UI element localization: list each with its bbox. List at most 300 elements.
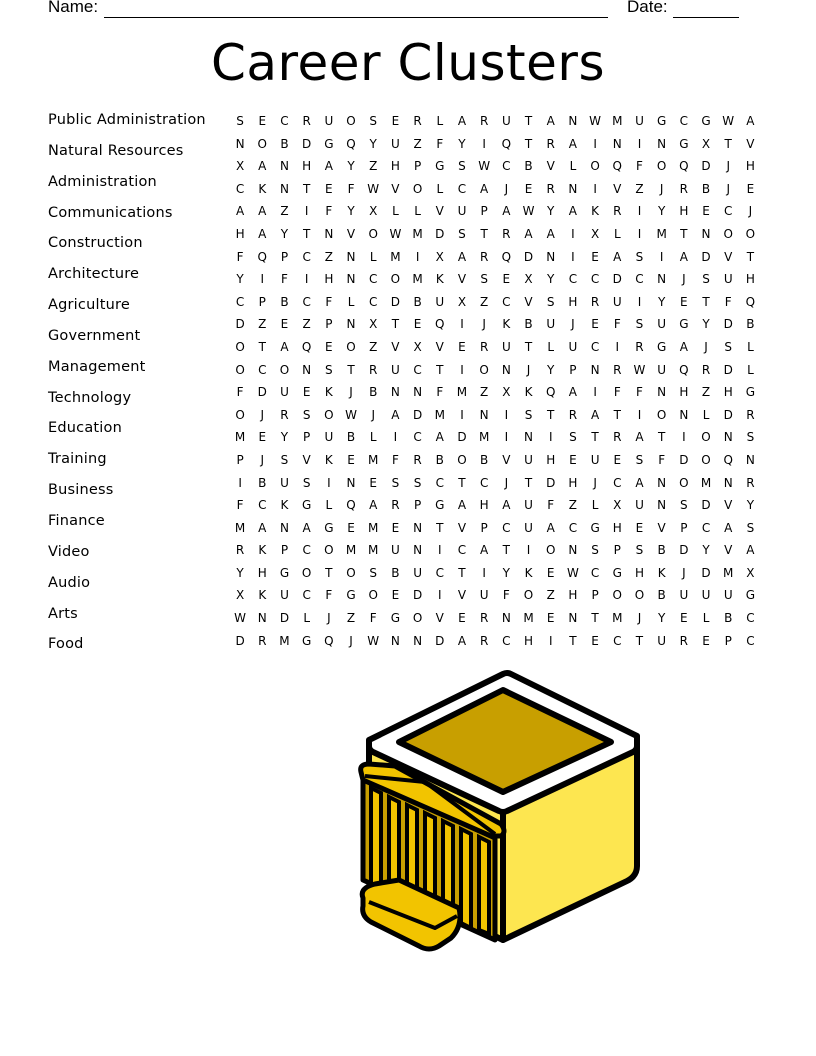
grid-letter[interactable]: B bbox=[280, 136, 289, 151]
grid-letter[interactable]: N bbox=[568, 181, 578, 196]
grid-letter[interactable]: N bbox=[657, 272, 667, 287]
grid-letter[interactable]: T bbox=[524, 339, 533, 354]
grid-letter[interactable]: J bbox=[593, 475, 597, 490]
grid-letter[interactable]: F bbox=[547, 498, 555, 513]
grid-letter[interactable]: V bbox=[613, 181, 622, 196]
grid-letter[interactable]: Z bbox=[480, 294, 489, 309]
grid-letter[interactable]: V bbox=[502, 452, 511, 467]
grid-letter[interactable]: I bbox=[304, 204, 309, 219]
grid-letter[interactable]: V bbox=[524, 294, 533, 309]
grid-letter[interactable]: B bbox=[524, 317, 533, 332]
grid-letter[interactable]: X bbox=[613, 498, 622, 513]
grid-letter[interactable]: N bbox=[590, 362, 600, 377]
grid-letter[interactable]: E bbox=[325, 181, 333, 196]
grid-letter[interactable]: D bbox=[412, 588, 423, 603]
grid-letter[interactable]: S bbox=[635, 452, 644, 467]
grid-letter[interactable]: U bbox=[391, 136, 400, 151]
grid-letter[interactable]: X bbox=[413, 339, 422, 354]
grid-letter[interactable]: U bbox=[391, 362, 400, 377]
grid-letter[interactable]: T bbox=[591, 611, 599, 626]
grid-letter[interactable]: Y bbox=[502, 565, 511, 580]
grid-letter[interactable]: N bbox=[501, 611, 511, 626]
grid-letter[interactable]: U bbox=[324, 114, 334, 128]
grid-letter[interactable]: M bbox=[456, 385, 468, 400]
grid-letter[interactable]: A bbox=[480, 181, 489, 196]
grid-letter[interactable]: F bbox=[347, 181, 355, 196]
grid-letter[interactable]: I bbox=[504, 430, 509, 445]
grid-letter[interactable]: Q bbox=[346, 498, 356, 513]
grid-letter[interactable]: I bbox=[593, 385, 597, 400]
grid-letter[interactable]: K bbox=[258, 588, 267, 603]
grid-letter[interactable]: C bbox=[258, 498, 267, 513]
grid-letter[interactable]: R bbox=[546, 136, 555, 151]
grid-letter[interactable]: F bbox=[325, 294, 333, 309]
grid-letter[interactable]: D bbox=[390, 294, 401, 309]
grid-letter[interactable]: B bbox=[724, 611, 733, 626]
grid-letter[interactable]: Q bbox=[301, 339, 312, 354]
grid-letter[interactable]: U bbox=[635, 498, 644, 513]
grid-letter[interactable]: C bbox=[302, 294, 311, 309]
grid-letter[interactable]: E bbox=[635, 520, 644, 535]
grid-letter[interactable]: P bbox=[325, 317, 333, 332]
grid-letter[interactable]: Y bbox=[746, 498, 755, 513]
grid-letter[interactable]: O bbox=[723, 226, 733, 241]
grid-letter[interactable]: A bbox=[457, 498, 467, 513]
grid-letter[interactable]: P bbox=[591, 588, 599, 603]
grid-letter[interactable]: A bbox=[324, 159, 333, 174]
grid-letter[interactable]: Z bbox=[480, 385, 489, 400]
grid-letter[interactable]: E bbox=[591, 317, 599, 332]
grid-letter[interactable]: A bbox=[546, 520, 555, 535]
grid-letter[interactable]: C bbox=[413, 362, 422, 377]
grid-letter[interactable]: O bbox=[301, 565, 312, 580]
grid-letter[interactable]: B bbox=[657, 543, 666, 558]
grid-letter[interactable]: D bbox=[612, 272, 622, 287]
grid-letter[interactable]: R bbox=[679, 633, 689, 648]
grid-letter[interactable]: S bbox=[280, 452, 289, 467]
grid-letter[interactable]: Z bbox=[369, 159, 378, 174]
grid-letter[interactable]: Q bbox=[679, 159, 689, 174]
grid-letter[interactable]: O bbox=[235, 339, 245, 354]
grid-letter[interactable]: U bbox=[280, 475, 289, 490]
grid-letter[interactable]: D bbox=[723, 317, 733, 332]
grid-letter[interactable]: H bbox=[302, 159, 312, 174]
grid-letter[interactable]: A bbox=[258, 520, 267, 535]
grid-letter[interactable]: L bbox=[702, 611, 710, 626]
grid-letter[interactable]: U bbox=[679, 588, 689, 603]
grid-letter[interactable]: U bbox=[568, 339, 578, 354]
grid-letter[interactable]: P bbox=[258, 294, 266, 309]
grid-letter[interactable]: L bbox=[702, 407, 710, 422]
grid-letter[interactable]: P bbox=[303, 430, 311, 445]
grid-letter[interactable]: R bbox=[413, 114, 422, 128]
grid-letter[interactable]: E bbox=[391, 520, 400, 535]
grid-letter[interactable]: U bbox=[701, 588, 711, 603]
grid-letter[interactable]: Y bbox=[547, 272, 555, 287]
grid-letter[interactable]: N bbox=[657, 498, 667, 513]
grid-letter[interactable]: D bbox=[701, 249, 711, 264]
grid-letter[interactable]: D bbox=[257, 385, 267, 400]
grid-letter[interactable]: U bbox=[723, 588, 733, 603]
grid-letter[interactable]: C bbox=[502, 633, 511, 648]
grid-letter[interactable]: T bbox=[258, 339, 266, 354]
grid-letter[interactable]: H bbox=[546, 452, 556, 467]
grid-letter[interactable]: Y bbox=[702, 543, 710, 558]
grid-letter[interactable]: O bbox=[612, 588, 622, 603]
grid-letter[interactable]: T bbox=[635, 633, 644, 648]
grid-letter[interactable]: R bbox=[590, 294, 600, 309]
grid-letter[interactable]: R bbox=[746, 407, 755, 422]
grid-letter[interactable]: S bbox=[391, 475, 400, 490]
grid-letter[interactable]: V bbox=[435, 611, 444, 626]
grid-letter[interactable]: M bbox=[390, 249, 401, 264]
grid-letter[interactable]: F bbox=[636, 385, 643, 400]
grid-letter[interactable]: F bbox=[502, 588, 510, 603]
grid-letter[interactable]: S bbox=[524, 407, 533, 422]
grid-letter[interactable]: N bbox=[346, 272, 356, 287]
grid-letter[interactable]: E bbox=[524, 181, 533, 196]
grid-letter[interactable]: L bbox=[414, 204, 421, 219]
grid-letter[interactable]: A bbox=[258, 159, 267, 174]
grid-letter[interactable]: U bbox=[635, 114, 644, 128]
grid-letter[interactable]: F bbox=[658, 452, 666, 467]
grid-letter[interactable]: D bbox=[279, 611, 290, 626]
grid-letter[interactable]: D bbox=[546, 475, 556, 490]
grid-letter[interactable]: C bbox=[457, 543, 467, 558]
grid-letter[interactable]: V bbox=[391, 181, 400, 196]
grid-letter[interactable]: B bbox=[258, 475, 267, 490]
grid-letter[interactable]: M bbox=[656, 226, 667, 241]
grid-letter[interactable]: N bbox=[568, 611, 578, 626]
grid-letter[interactable]: L bbox=[747, 362, 754, 377]
grid-letter[interactable]: B bbox=[391, 565, 400, 580]
grid-letter[interactable]: G bbox=[435, 498, 445, 513]
grid-letter[interactable]: F bbox=[236, 249, 244, 264]
grid-letter[interactable]: S bbox=[680, 498, 688, 513]
grid-letter[interactable]: A bbox=[369, 498, 378, 513]
grid-letter[interactable]: F bbox=[369, 611, 377, 626]
name-input-line[interactable] bbox=[104, 17, 608, 18]
grid-letter[interactable]: L bbox=[436, 114, 444, 128]
grid-letter[interactable]: C bbox=[502, 159, 511, 174]
grid-letter[interactable]: C bbox=[369, 294, 378, 309]
grid-letter[interactable]: E bbox=[502, 272, 511, 287]
grid-letter[interactable]: X bbox=[369, 204, 378, 219]
grid-letter[interactable]: S bbox=[302, 475, 311, 490]
grid-letter[interactable]: W bbox=[566, 565, 579, 580]
grid-letter[interactable]: Z bbox=[546, 588, 555, 603]
grid-letter[interactable]: U bbox=[612, 294, 622, 309]
grid-letter[interactable]: C bbox=[568, 520, 578, 535]
grid-letter[interactable]: M bbox=[723, 565, 734, 580]
grid-letter[interactable]: E bbox=[347, 520, 355, 535]
grid-letter[interactable]: I bbox=[482, 136, 486, 151]
grid-letter[interactable]: O bbox=[523, 588, 534, 603]
grid-letter[interactable]: T bbox=[702, 294, 710, 309]
grid-letter[interactable]: N bbox=[279, 159, 289, 174]
grid-letter[interactable]: C bbox=[590, 272, 600, 287]
grid-letter[interactable]: T bbox=[436, 520, 444, 535]
grid-letter[interactable]: Q bbox=[545, 385, 556, 400]
grid-letter[interactable]: C bbox=[590, 565, 600, 580]
grid-letter[interactable]: H bbox=[679, 204, 689, 219]
grid-letter[interactable]: L bbox=[369, 430, 377, 445]
grid-letter[interactable]: N bbox=[479, 407, 489, 422]
grid-letter[interactable]: M bbox=[234, 430, 246, 445]
grid-letter[interactable]: O bbox=[279, 362, 290, 377]
grid-letter[interactable]: D bbox=[235, 317, 245, 332]
grid-letter[interactable]: X bbox=[502, 385, 511, 400]
grid-letter[interactable]: R bbox=[302, 114, 311, 128]
grid-letter[interactable]: E bbox=[569, 452, 577, 467]
grid-letter[interactable]: E bbox=[391, 588, 400, 603]
grid-letter[interactable]: U bbox=[280, 588, 289, 603]
grid-letter[interactable]: U bbox=[590, 452, 600, 467]
grid-letter[interactable]: S bbox=[236, 114, 244, 128]
grid-letter[interactable]: C bbox=[502, 520, 511, 535]
grid-letter[interactable]: N bbox=[413, 385, 423, 400]
grid-letter[interactable]: D bbox=[457, 430, 467, 445]
grid-letter[interactable]: V bbox=[457, 588, 467, 603]
grid-letter[interactable]: P bbox=[480, 204, 488, 219]
grid-letter[interactable]: B bbox=[280, 294, 289, 309]
grid-letter[interactable]: J bbox=[659, 181, 664, 196]
grid-letter[interactable]: T bbox=[680, 226, 688, 241]
grid-letter[interactable]: E bbox=[458, 339, 466, 354]
grid-letter[interactable]: T bbox=[347, 362, 355, 377]
grid-letter[interactable]: R bbox=[391, 498, 400, 513]
grid-letter[interactable]: K bbox=[324, 452, 333, 467]
grid-letter[interactable]: I bbox=[637, 226, 642, 241]
grid-letter[interactable]: G bbox=[324, 136, 334, 151]
grid-letter[interactable]: X bbox=[524, 272, 533, 287]
grid-letter[interactable]: Y bbox=[547, 204, 555, 219]
grid-letter[interactable]: C bbox=[568, 272, 578, 287]
grid-letter[interactable]: T bbox=[325, 565, 333, 580]
grid-letter[interactable]: I bbox=[238, 475, 242, 490]
grid-letter[interactable]: H bbox=[524, 633, 534, 648]
grid-letter[interactable]: D bbox=[723, 407, 733, 422]
grid-letter[interactable]: I bbox=[571, 226, 575, 241]
grid-letter[interactable]: Y bbox=[657, 204, 666, 219]
grid-letter[interactable]: L bbox=[436, 181, 444, 196]
grid-letter[interactable]: U bbox=[435, 294, 445, 309]
grid-letter[interactable]: E bbox=[591, 633, 599, 648]
grid-letter[interactable]: T bbox=[524, 114, 533, 128]
grid-letter[interactable]: I bbox=[460, 407, 464, 422]
grid-letter[interactable]: M bbox=[279, 633, 290, 648]
grid-letter[interactable]: N bbox=[413, 520, 423, 535]
grid-letter[interactable]: I bbox=[593, 181, 597, 196]
grid-letter[interactable]: A bbox=[524, 226, 533, 241]
grid-letter[interactable]: C bbox=[613, 475, 622, 490]
grid-letter[interactable]: A bbox=[568, 385, 578, 400]
grid-letter[interactable]: V bbox=[302, 452, 311, 467]
grid-letter[interactable]: D bbox=[701, 565, 711, 580]
grid-letter[interactable]: N bbox=[657, 385, 667, 400]
grid-letter[interactable]: W bbox=[367, 633, 380, 648]
grid-letter[interactable]: D bbox=[701, 159, 711, 174]
grid-letter[interactable]: A bbox=[435, 430, 444, 445]
grid-letter[interactable]: L bbox=[347, 294, 355, 309]
grid-letter[interactable]: R bbox=[613, 430, 622, 445]
grid-letter[interactable]: A bbox=[457, 114, 467, 128]
grid-letter[interactable]: K bbox=[591, 204, 600, 219]
grid-letter[interactable]: V bbox=[346, 226, 356, 241]
grid-letter[interactable]: R bbox=[258, 633, 267, 648]
grid-letter[interactable]: U bbox=[501, 114, 511, 128]
grid-letter[interactable]: R bbox=[613, 362, 622, 377]
grid-letter[interactable]: T bbox=[302, 226, 311, 241]
grid-letter[interactable]: A bbox=[724, 520, 733, 535]
grid-letter[interactable]: S bbox=[458, 159, 466, 174]
grid-letter[interactable]: X bbox=[369, 317, 378, 332]
grid-letter[interactable]: M bbox=[434, 407, 445, 422]
grid-letter[interactable]: A bbox=[457, 249, 467, 264]
grid-letter[interactable]: E bbox=[591, 249, 599, 264]
grid-letter[interactable]: K bbox=[524, 565, 533, 580]
grid-letter[interactable]: A bbox=[480, 543, 489, 558]
grid-letter[interactable]: E bbox=[280, 317, 289, 332]
grid-letter[interactable]: R bbox=[546, 181, 555, 196]
grid-letter[interactable]: O bbox=[390, 272, 401, 287]
grid-letter[interactable]: G bbox=[657, 114, 667, 128]
grid-letter[interactable]: L bbox=[613, 226, 621, 241]
date-input-line[interactable] bbox=[673, 17, 739, 18]
grid-letter[interactable]: V bbox=[391, 339, 400, 354]
grid-letter[interactable]: V bbox=[724, 249, 733, 264]
grid-letter[interactable]: P bbox=[280, 543, 289, 558]
grid-letter[interactable]: O bbox=[701, 430, 711, 445]
grid-letter[interactable]: D bbox=[679, 452, 689, 467]
grid-letter[interactable]: W bbox=[345, 407, 357, 422]
grid-letter[interactable]: O bbox=[479, 362, 489, 377]
grid-letter[interactable]: Z bbox=[280, 204, 289, 219]
grid-letter[interactable]: R bbox=[502, 226, 511, 241]
grid-letter[interactable]: O bbox=[235, 362, 245, 377]
grid-letter[interactable]: Z bbox=[346, 611, 356, 626]
grid-letter[interactable]: M bbox=[523, 611, 534, 626]
grid-letter[interactable]: E bbox=[613, 452, 622, 467]
grid-letter[interactable]: Z bbox=[258, 317, 267, 332]
grid-letter[interactable]: K bbox=[502, 317, 511, 332]
grid-letter[interactable]: Y bbox=[347, 159, 355, 174]
grid-letter[interactable]: L bbox=[747, 339, 754, 354]
grid-letter[interactable]: Z bbox=[568, 498, 578, 513]
grid-letter[interactable]: P bbox=[569, 362, 577, 377]
grid-letter[interactable]: M bbox=[368, 452, 379, 467]
grid-letter[interactable]: F bbox=[724, 294, 732, 309]
grid-letter[interactable]: T bbox=[436, 362, 444, 377]
grid-letter[interactable]: Z bbox=[324, 249, 333, 264]
grid-letter[interactable]: V bbox=[457, 272, 467, 287]
grid-letter[interactable]: F bbox=[236, 498, 244, 513]
grid-letter[interactable]: R bbox=[479, 114, 489, 128]
grid-letter[interactable]: Y bbox=[236, 565, 244, 580]
grid-letter[interactable]: C bbox=[302, 249, 311, 264]
grid-letter[interactable]: J bbox=[726, 181, 730, 196]
grid-letter[interactable]: J bbox=[349, 385, 353, 400]
grid-letter[interactable]: X bbox=[235, 159, 245, 174]
grid-letter[interactable]: Y bbox=[347, 204, 355, 219]
grid-letter[interactable]: A bbox=[613, 249, 622, 264]
grid-letter[interactable]: O bbox=[346, 565, 356, 580]
grid-letter[interactable]: H bbox=[723, 385, 733, 400]
grid-letter[interactable]: J bbox=[327, 611, 331, 626]
grid-letter[interactable]: C bbox=[746, 633, 755, 648]
grid-letter[interactable]: J bbox=[260, 452, 265, 467]
grid-letter[interactable]: A bbox=[391, 407, 400, 422]
grid-letter[interactable]: I bbox=[637, 204, 642, 219]
grid-letter[interactable]: I bbox=[637, 407, 642, 422]
grid-letter[interactable]: Y bbox=[657, 611, 666, 626]
grid-letter[interactable]: H bbox=[235, 226, 245, 241]
grid-letter[interactable]: M bbox=[612, 611, 623, 626]
grid-letter[interactable]: H bbox=[324, 272, 334, 287]
grid-letter[interactable]: V bbox=[746, 136, 755, 151]
grid-letter[interactable]: I bbox=[571, 249, 575, 264]
grid-letter[interactable]: T bbox=[391, 317, 400, 332]
grid-letter[interactable]: V bbox=[457, 520, 467, 535]
grid-letter[interactable]: I bbox=[615, 339, 620, 354]
grid-letter[interactable]: A bbox=[302, 520, 311, 535]
grid-letter[interactable]: Q bbox=[324, 633, 334, 648]
grid-letter[interactable]: C bbox=[258, 362, 267, 377]
grid-letter[interactable]: E bbox=[546, 565, 555, 580]
grid-letter[interactable]: L bbox=[303, 611, 310, 626]
grid-letter[interactable]: S bbox=[591, 543, 599, 558]
grid-letter[interactable]: J bbox=[482, 317, 486, 332]
grid-letter[interactable]: R bbox=[635, 339, 644, 354]
grid-letter[interactable]: T bbox=[613, 407, 621, 422]
grid-letter[interactable]: A bbox=[635, 475, 644, 490]
grid-letter[interactable]: N bbox=[235, 136, 245, 151]
grid-letter[interactable]: O bbox=[368, 226, 378, 241]
grid-letter[interactable]: H bbox=[568, 475, 578, 490]
grid-letter[interactable]: I bbox=[637, 136, 642, 151]
grid-letter[interactable]: Y bbox=[369, 136, 377, 151]
grid-letter[interactable]: I bbox=[460, 317, 464, 332]
grid-letter[interactable]: T bbox=[524, 136, 533, 151]
grid-letter[interactable]: C bbox=[369, 272, 378, 287]
grid-letter[interactable]: N bbox=[390, 385, 400, 400]
grid-letter[interactable]: O bbox=[346, 339, 356, 354]
grid-letter[interactable]: E bbox=[546, 611, 555, 626]
grid-letter[interactable]: W bbox=[722, 114, 735, 128]
grid-letter[interactable]: H bbox=[612, 520, 622, 535]
grid-letter[interactable]: T bbox=[591, 430, 599, 445]
grid-letter[interactable]: M bbox=[700, 475, 712, 490]
grid-letter[interactable]: G bbox=[679, 136, 689, 151]
grid-letter[interactable]: A bbox=[280, 339, 289, 354]
grid-letter[interactable]: G bbox=[745, 588, 756, 603]
grid-letter[interactable]: E bbox=[369, 475, 378, 490]
grid-letter[interactable]: E bbox=[702, 633, 710, 648]
grid-letter[interactable]: I bbox=[637, 294, 642, 309]
grid-letter[interactable]: T bbox=[458, 565, 466, 580]
grid-letter[interactable]: J bbox=[682, 272, 686, 287]
grid-letter[interactable]: S bbox=[546, 294, 555, 309]
grid-letter[interactable]: C bbox=[302, 543, 311, 558]
grid-letter[interactable]: U bbox=[546, 317, 556, 332]
grid-letter[interactable]: Q bbox=[435, 317, 445, 332]
grid-letter[interactable]: I bbox=[526, 543, 531, 558]
grid-letter[interactable]: S bbox=[325, 362, 333, 377]
grid-letter[interactable]: H bbox=[479, 498, 489, 513]
grid-letter[interactable]: A bbox=[590, 407, 600, 422]
grid-letter[interactable]: E bbox=[258, 430, 267, 445]
grid-letter[interactable]: O bbox=[324, 543, 334, 558]
